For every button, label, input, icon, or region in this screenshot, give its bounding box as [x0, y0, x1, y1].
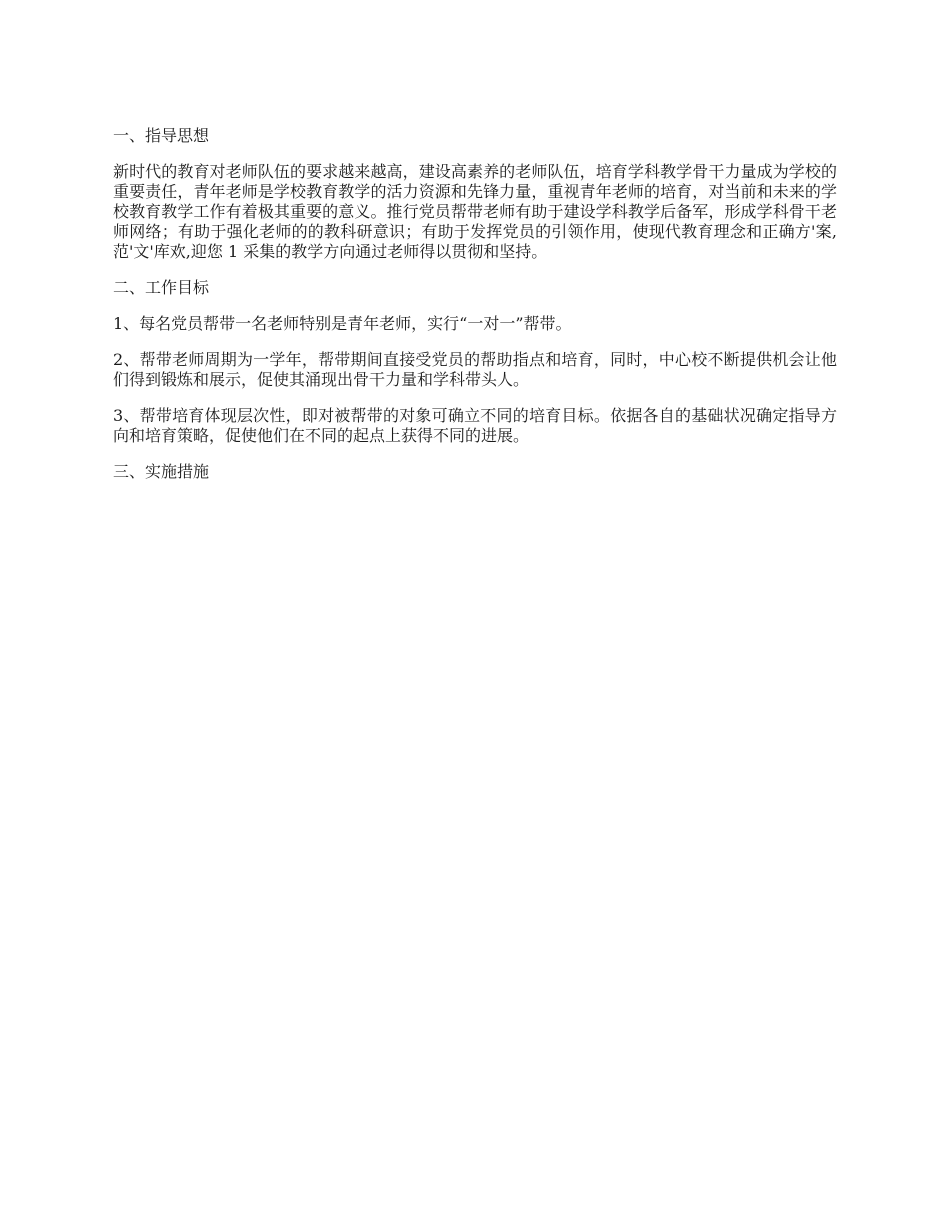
section-heading-guiding-ideology: 一、指导思想: [113, 126, 210, 145]
goal-item-2: 2、帮带老师周期为一学年，帮带期间直接受党员的帮助指点和培育，同时，中心校不断提供机会让他们得到锻炼和展示，促使其涌现出骨干力量和学科带头人。: [113, 350, 837, 389]
goal-item-1: 1、每名党员帮带一名老师特别是青年老师，实行“一对一”帮带。: [113, 314, 572, 333]
paragraph-guiding-ideology: 新时代的教育对老师队伍的要求越来越高，建设高素养的老师队伍，培育学科教学骨干力量成为学校的重要责任，青年老师是学校教育教学的活力资源和先锋力量，重视青年老师的培育，对当前和未来的学校教育教学工作有着极其重要的意义。推行党员帮带老师有助于建设学科教学后备军，形成学科骨干老师网络；有助于强化老师的的教科研意识；有助于发挥党员的引领作用，使现代教育理念和正确方'案,范'文'库欢,迎您 1 采集的教学方向通过老师得以贯彻和坚持。: [113, 162, 837, 261]
section-heading-work-goals: 二、工作目标: [113, 278, 210, 297]
section-heading-implementation-measures: 三、实施措施: [113, 462, 210, 481]
document-page: [113, 126, 837, 498]
goal-item-3: 3、帮带培育体现层次性，即对被帮带的对象可确立不同的培育目标。依据各自的基础状况确定指导方向和培育策略，促使他们在不同的起点上获得不同的进展。: [113, 406, 837, 445]
